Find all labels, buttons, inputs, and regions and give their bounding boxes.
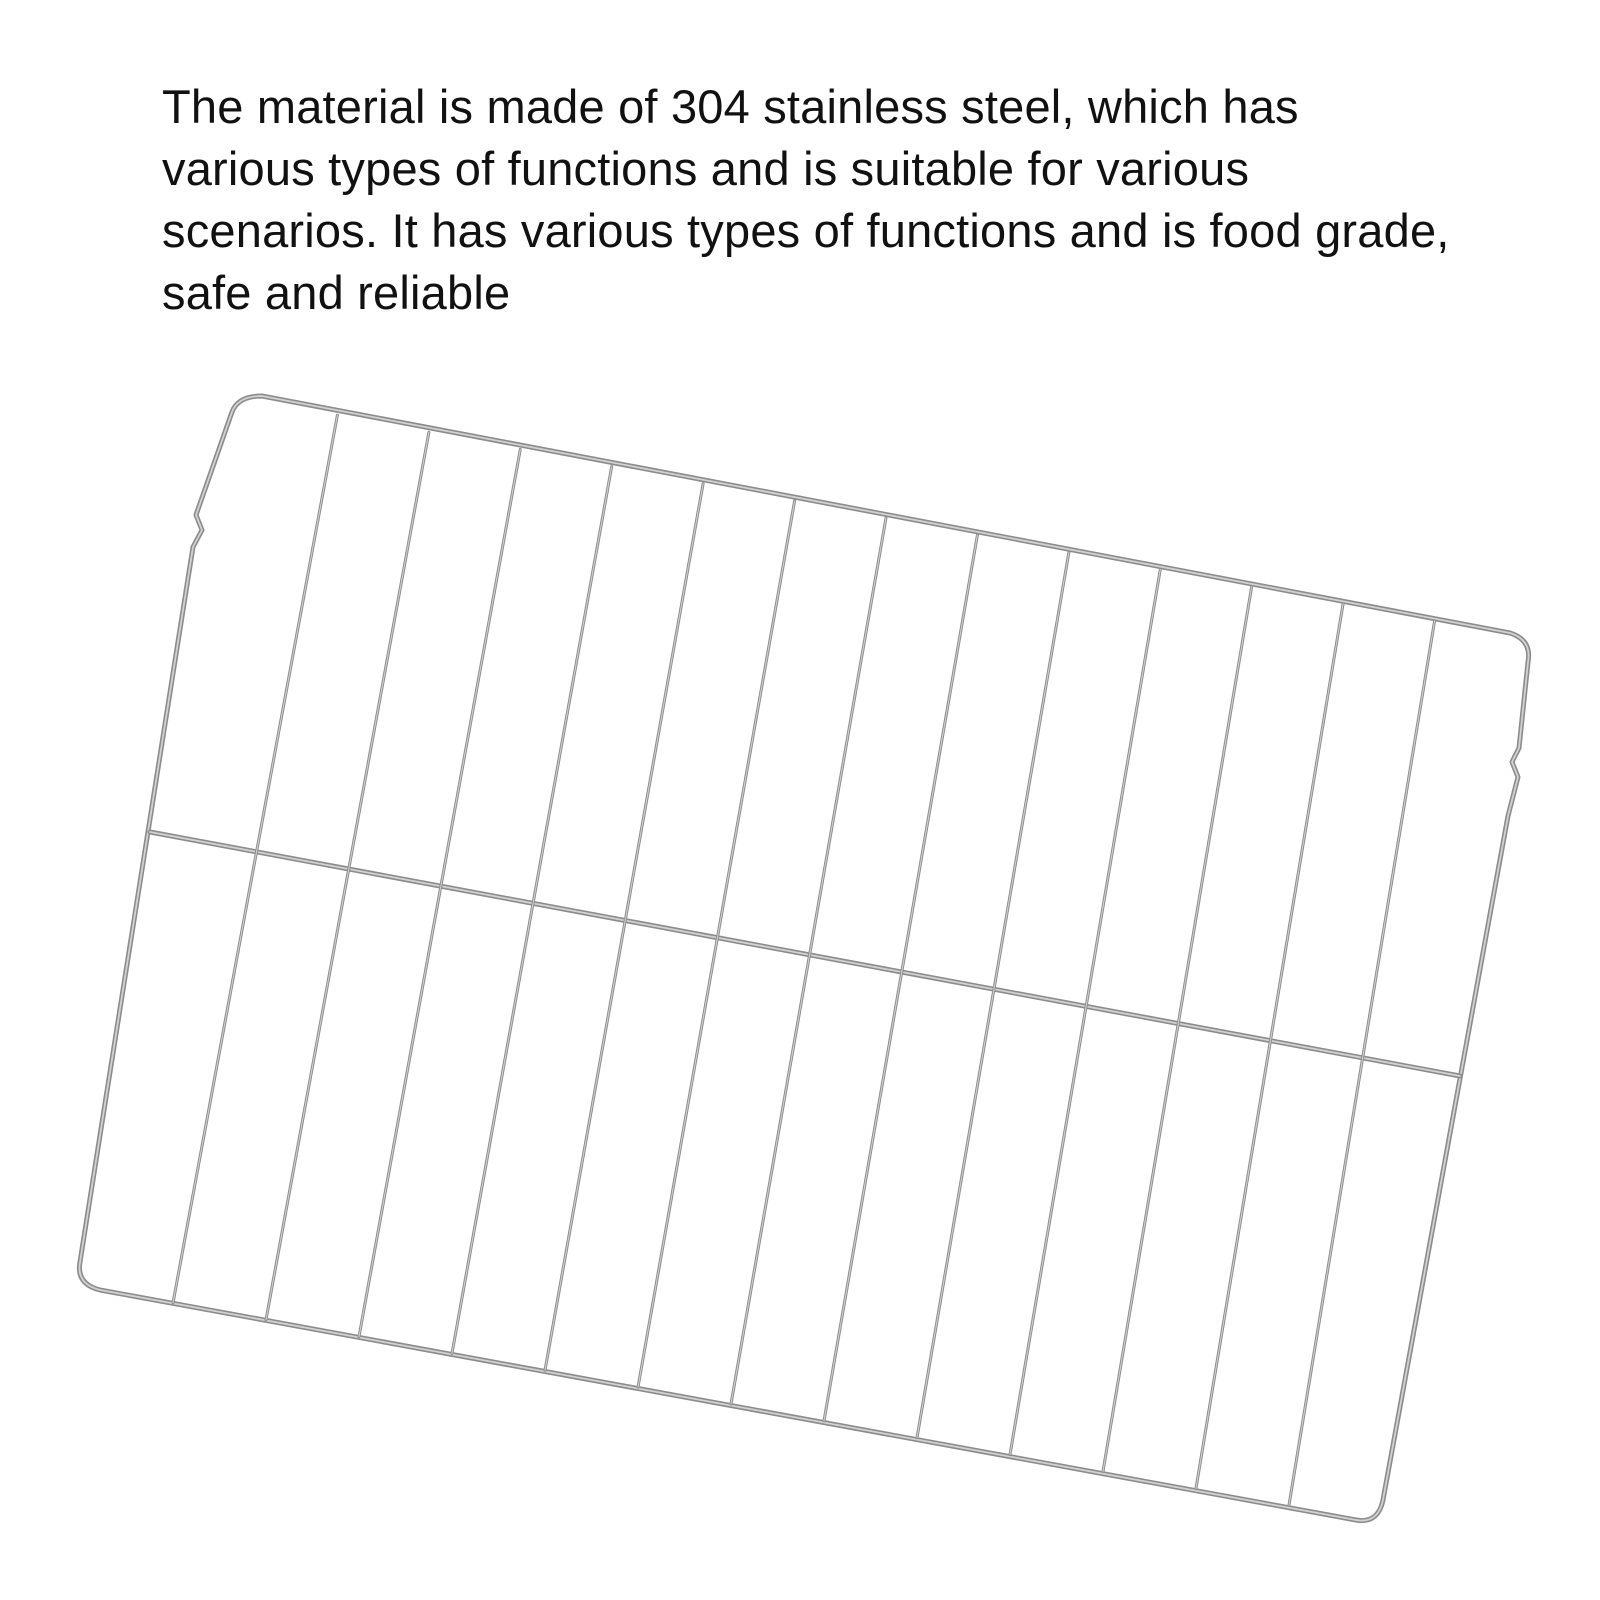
rack-bar-highlight [824,535,977,1421]
rack-bar-highlight [452,467,612,1354]
rack-bar-highlight [1010,569,1160,1454]
rack-wires [79,396,1528,1521]
rack-bar-highlight [1196,604,1343,1489]
rack-bar-highlight [359,449,520,1336]
rack-bar-highlight [1289,621,1435,1505]
rack-bar-highlight [1103,587,1252,1472]
rack-frame [79,396,1528,1521]
rack-bar-highlight [917,552,1069,1437]
rack-frame-highlight [79,396,1528,1521]
product-description: The material is made of 304 stainless steel, which has various types of functions and is suitable for various scenarios. It has various types of functions and is food grade, safe and reliable [162,80,1450,319]
rack-bar-highlight [173,415,337,1303]
rack-cross-bar-highlight [150,832,1460,1076]
rack-bar-highlight [731,518,886,1404]
rack-bar-highlight [638,501,795,1387]
rack-bar-highlight [545,484,703,1371]
rack-bar-highlight [266,432,429,1319]
